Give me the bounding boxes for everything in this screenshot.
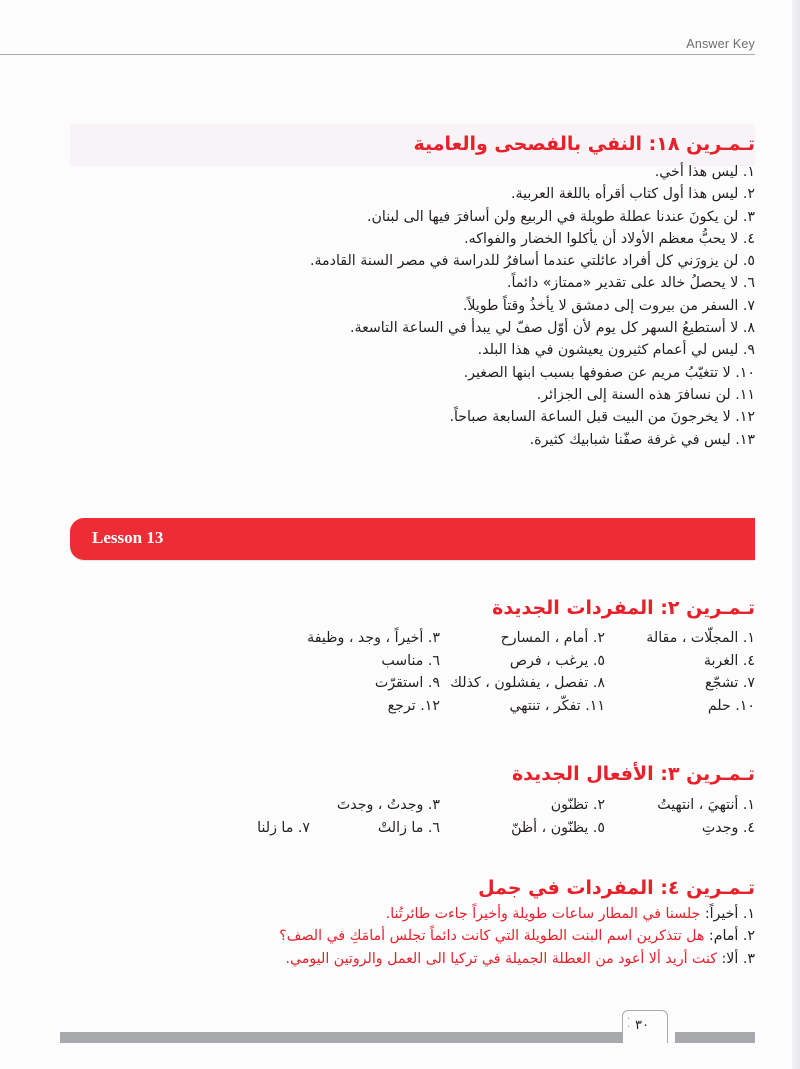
lesson-label: Lesson 13 (92, 528, 164, 547)
grid-cell (220, 794, 310, 817)
grid-cell: ٣. وجدتُ ، وجدتَ (336, 797, 440, 813)
sentence-key: ١. أخيراً: (704, 906, 755, 922)
grid-cell: ٦. ما زالتْ (377, 819, 440, 836)
grid-row (95, 650, 755, 673)
exercise-4 (279, 877, 755, 970)
grid-cell: ١٢. ترجع (387, 697, 440, 714)
answer-line: ٩. ليس لي أعمام كثيرون يعيشون في هذا البلد. (477, 342, 755, 359)
grid-cell: ٤. الغربة (703, 652, 755, 669)
answer-line: ١١. لن نسافرَ هذه السنة إلى الجزائر. (536, 386, 755, 403)
grid-row (75, 794, 755, 817)
grid-cell: ٧. ما زلنا (257, 819, 310, 836)
sentence-text: هل تتذكرين اسم البنت الطويلة التي كانت دائماً تجلس أمامَكِ في الصف؟ (279, 928, 705, 945)
grid-row (95, 695, 755, 718)
grid-cell: ٤. وجدتِ (701, 819, 755, 836)
grid-row (75, 817, 755, 840)
exercise-4-title: تـمـرين ٤: المفردات في جمل (478, 877, 755, 899)
exercise-2-grid (95, 627, 755, 717)
answer-line: ٢. ليس هذا أول كتاب أقرأه باللغة العربية. (510, 186, 755, 203)
grid-cell: ٢. أمام ، المسارح (500, 630, 605, 646)
answer-line: ١. ليس هذا أخي. (654, 164, 755, 180)
grid-row (95, 672, 755, 695)
grid-cell: ٩. استقرّت (374, 675, 440, 691)
answer-line: ٧. السفر من بيروت إلى دمشق لا يأخذُ وقتاً طويلاً. (462, 297, 755, 314)
grid-cell: ١. المجلّات ، مقالة (646, 630, 755, 646)
grid-cell: ١١. تفكّر ، تنتهي (509, 697, 605, 714)
sentence-key: ٢. أمام: (708, 928, 755, 945)
answer-line: ١٠. لا تتغيّبُ مريم عن صفوفها بسبب ابنها الصغير. (463, 364, 755, 381)
header-rule (0, 54, 755, 55)
answer-line: ٣. لن يكونَ عندنا عطلة طويلة في الربيع ولن أسافرَ فيها الى لبنان. (366, 208, 755, 225)
running-header: Answer Key (686, 37, 755, 51)
sentence-line (279, 903, 755, 925)
exercise-3-title: تـمـرين ٣: الأفعال الجديدة (511, 763, 755, 785)
sentence-line (279, 948, 755, 970)
page-number: ٣٠ (635, 1018, 649, 1033)
exercise-3-grid (75, 794, 755, 839)
answer-line: ٤. لا يحبُّ معظم الأولاد أن يأكلوا الخضار والفواكه. (464, 230, 755, 247)
footer-rule-right (675, 1032, 755, 1043)
answer-line: ٥. لن يزورَني كل أفراد عائلتي عندما أسافرُ للدراسة في مصر السنة القادمة. (309, 253, 755, 270)
exercise-18 (310, 133, 755, 451)
grid-cell: ١٠. حلم (707, 697, 755, 714)
grid-cell: ١. أنتهيَ ، انتهيتُ (657, 797, 755, 813)
exercise-18-list (310, 161, 755, 451)
grid-row (95, 627, 755, 650)
answer-line: ١٣. ليس في غرفة صفّنا شبابيك كثيرة. (529, 431, 755, 448)
exercise-2-title: تـمـرين ٢: المفردات الجديدة (492, 597, 755, 619)
sentence-line (279, 925, 755, 947)
grid-cell: ٢. تظنّون (550, 797, 605, 813)
exercise-3 (512, 763, 755, 785)
grid-cell: ٧. تشجّع (705, 675, 755, 691)
sentence-text: جلسنا في المطار ساعات طويلة وأخيراً جاءت طائرتُنا. (385, 906, 701, 922)
page-tab-dots: · · (627, 1014, 631, 1033)
exercise-2 (492, 597, 755, 619)
sentence-text: كنت أريد ألا أعود من العطلة الجميلة في تركيا الى العمل والروتين اليومي. (285, 950, 718, 967)
grid-cell: ٣. أخيراً ، وجد ، وظيفة (307, 630, 440, 646)
grid-cell: ٥. يرغب ، فرص (509, 652, 605, 669)
page-edge (792, 0, 800, 1069)
answer-line: ١٢. لا يخرجونَ من البيت قبل الساعة السابعة صباحاً. (449, 409, 755, 426)
answer-line: ٦. لا يحصلُ خالد على تقدير «ممتاز» دائماً. (506, 275, 755, 292)
exercise-4-list (279, 903, 755, 970)
sentence-key: ٣. ألا: (721, 950, 755, 967)
grid-cell: ٥. يظنّون ، أظنّ (511, 819, 605, 836)
answer-line: ٨. لا أستطيعُ السهر كل يوم لأن أوّل صفّ لي يبدأ في الساعة التاسعة. (349, 320, 755, 337)
grid-cell: ٦. مناسب (381, 652, 440, 669)
lesson-banner (70, 518, 755, 560)
grid-cell: ٨. تفصل ، يفشلون ، كذلك (450, 675, 605, 691)
footer-rule-left (60, 1032, 622, 1043)
exercise-18-title: تـمـرين ١٨: النفي بالفصحى والعامية (413, 133, 755, 155)
